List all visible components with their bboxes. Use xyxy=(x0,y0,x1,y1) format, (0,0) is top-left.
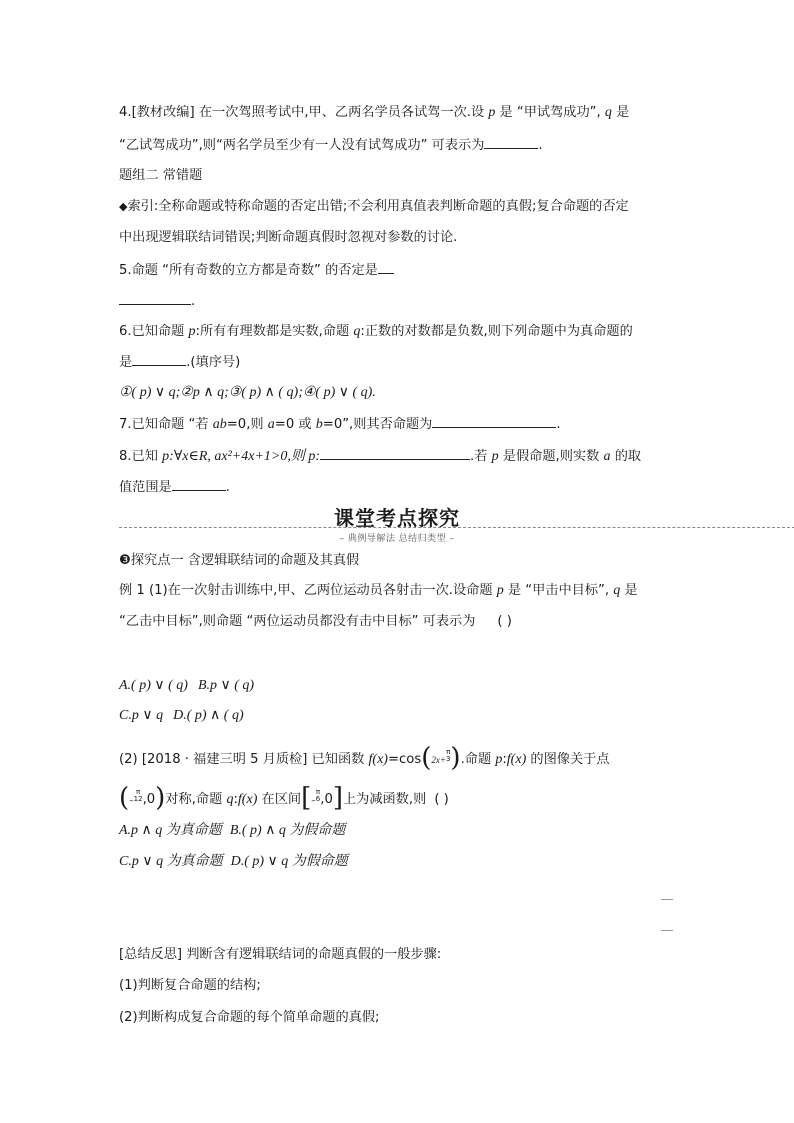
q5-line2 xyxy=(119,292,195,311)
ex1-2-option-d[interactable]: D.( p) ∨ q 为假命题 xyxy=(230,854,348,869)
index-text-1: 索引:全称命题或特称命题的否定出错;不会利用真值表判断命题的真假;复合命题的否定 xyxy=(127,199,629,214)
func-fx: f(x) xyxy=(237,792,258,807)
q8-condition: p:∀x∈R, ax²+4x+1>0,则 p: xyxy=(162,449,321,464)
probe-marker-icon: ❸ xyxy=(119,553,131,568)
ex1-1-option-c[interactable]: C.p ∨ q xyxy=(119,708,164,723)
var-p: p xyxy=(488,105,496,120)
ex1-1-options-ab xyxy=(119,677,254,695)
q4-end: . xyxy=(538,138,543,153)
ex1-2-colon: : xyxy=(233,792,238,807)
var-a: a xyxy=(603,449,611,464)
q6-line1 xyxy=(119,323,633,341)
ex1-1-option-a[interactable]: A.( p) ∨ ( q) xyxy=(119,678,188,693)
ex1-2-colon: : xyxy=(502,752,507,767)
minus-sign: – xyxy=(311,796,316,806)
frac-num: π xyxy=(315,788,321,796)
point-rest: ,0 xyxy=(142,792,156,807)
summary-step-2: (2)判断构成复合命题的每个简单命题的真假; xyxy=(119,1010,380,1025)
index-line1 xyxy=(119,198,629,216)
q7-line xyxy=(119,415,561,434)
interval-rest: ,0 xyxy=(320,792,333,807)
section-divider xyxy=(119,527,794,528)
frac-den: 6 xyxy=(315,795,321,803)
answer-blank[interactable] xyxy=(320,447,470,460)
q5-line1 xyxy=(119,261,394,280)
margin-dash xyxy=(661,930,673,931)
ex1-2-line2 xyxy=(119,783,449,813)
var-p: p xyxy=(491,449,499,464)
ex1-1-option-b[interactable]: B.p ∨ ( q) xyxy=(197,678,255,693)
diamond-icon: ◆ xyxy=(119,200,128,213)
section-title: 课堂考点探究 xyxy=(334,506,460,530)
var-b: b xyxy=(315,417,323,432)
ex1-1-text-c: 是 xyxy=(620,583,638,598)
var-q: q xyxy=(226,792,234,807)
frac-den: 3 xyxy=(445,755,451,763)
q7-text-b: =0,则 xyxy=(226,417,268,432)
probe-heading xyxy=(119,552,359,570)
answer-blank[interactable] xyxy=(132,353,186,366)
answer-blank[interactable] xyxy=(172,478,226,491)
var-a: a xyxy=(267,417,275,432)
left-paren: ( xyxy=(421,743,432,773)
answer-paren[interactable]: ( ) xyxy=(497,614,512,629)
q6-option-4: ④( p) ∨ ( q). xyxy=(302,385,376,400)
q7-text-c: =0 或 xyxy=(274,417,316,432)
fraction-pi-12 xyxy=(134,789,143,803)
ex1-2-options-cd xyxy=(119,853,348,871)
q4-text-d: “乙试驾成功”,则“两名学员至少有一人没有试驾成功” 可表示为 xyxy=(119,138,485,153)
ex1-2-options-ab xyxy=(119,822,345,840)
summary-heading: [总结反思] 判断含有逻辑联结词的命题真假的一般步骤: xyxy=(119,947,442,962)
ex1-1-text-d: “乙击中目标”,则命题 “两位运动员都没有击中目标” 可表示为 xyxy=(119,614,476,629)
ex1-2-text-e: 在区间 xyxy=(257,792,302,807)
q6-text-b: :所有有理数都是实数,命题 xyxy=(195,324,354,339)
answer-blank[interactable] xyxy=(432,415,556,428)
frac-den: 12 xyxy=(133,795,143,803)
q7-text-a: 7.已知命题 “若 xyxy=(119,417,213,432)
q8-line2 xyxy=(119,478,230,497)
q6-option-2: ②p ∧ q; xyxy=(180,385,229,400)
q6-options xyxy=(119,384,376,402)
section-subtitle: – 典例导解法 总结归类型 – xyxy=(339,534,455,544)
func-fx: f(x) xyxy=(506,752,527,767)
q8-text-d: 的取 xyxy=(610,449,642,464)
q8-text-c: 是假命题,则实数 xyxy=(498,449,604,464)
var-p: p xyxy=(495,752,503,767)
q6-option-3: ③( p) ∧ ( q); xyxy=(228,385,303,400)
answer-blank[interactable] xyxy=(484,136,538,149)
ex1-1-line2 xyxy=(119,613,512,631)
q8-end: . xyxy=(225,480,230,495)
ex1-1-line1 xyxy=(119,582,638,600)
left-paren: ( xyxy=(119,783,130,813)
q6-text-e: .(填序号) xyxy=(186,355,241,370)
group-heading: 题组二 常错题 xyxy=(119,168,203,183)
q8-text-a: 8.已知 xyxy=(119,449,163,464)
ex1-2-option-b[interactable]: B.( p) ∧ q 为假命题 xyxy=(229,823,346,838)
right-paren: ) xyxy=(450,743,461,773)
ex1-2-text-b: .命题 xyxy=(460,752,496,767)
q8-text-b: .若 xyxy=(470,449,492,464)
var-q: q xyxy=(353,324,361,339)
ex1-2-text-d: 对称,命题 xyxy=(165,792,227,807)
q4-text-b: 是 “甲试驾成功”, xyxy=(495,105,605,120)
ex1-1-options-cd xyxy=(119,707,244,725)
ex1-2-text-c: 的图像关于点 xyxy=(526,752,610,767)
q7-end: . xyxy=(556,417,561,432)
q4-text-a: 4.[教材改编] 在一次驾照考试中,甲、乙两名学员各试驾一次.设 xyxy=(119,105,489,120)
var-p: p xyxy=(188,324,196,339)
ex1-1-text-a: 例 1 (1)在一次射击训练中,甲、乙两位运动员各射击一次.设命题 xyxy=(119,583,497,598)
ex1-2-line1 xyxy=(119,743,610,773)
margin-dash xyxy=(661,899,673,900)
q4-line2 xyxy=(119,136,543,155)
left-bracket: [ xyxy=(301,783,312,813)
q6-text-d: 是 xyxy=(119,355,133,370)
q5-text: 5.命题 “所有奇数的立方都是奇数” 的否定是 xyxy=(119,263,378,278)
ex1-2-option-c[interactable]: C.p ∨ q 为真命题 xyxy=(119,854,223,869)
q6-line2 xyxy=(119,353,240,372)
right-bracket: ] xyxy=(332,783,343,813)
ex1-1-option-d[interactable]: D.( p) ∧ ( q) xyxy=(173,708,244,723)
var-p: p xyxy=(496,583,504,598)
ex1-2-text-a: (2) [2018 · 福建三明 5 月质检] 已知函数 xyxy=(119,752,369,767)
var-q: q xyxy=(613,583,621,598)
right-paren: ) xyxy=(155,783,166,813)
frac-num: π xyxy=(446,748,451,756)
q5-end: . xyxy=(191,294,196,309)
q8-text-e: 值范围是 xyxy=(119,480,172,495)
func-fx: f(x) xyxy=(368,752,388,767)
q6-option-1: ①( p) ∨ q; xyxy=(119,385,181,400)
ex1-2-option-a[interactable]: A.p ∧ q 为真命题 xyxy=(119,823,222,838)
q4-line1 xyxy=(119,104,629,122)
q8-line1 xyxy=(119,447,641,466)
q4-text-c: 是 xyxy=(611,105,630,120)
answer-blank[interactable] xyxy=(378,261,394,274)
answer-blank[interactable] xyxy=(119,292,191,305)
q6-text-a: 6.已知命题 xyxy=(119,324,189,339)
answer-paren[interactable]: ( ) xyxy=(434,792,449,807)
var-ab: ab xyxy=(212,417,227,432)
ex1-1-text-b: 是 “甲击中目标”, xyxy=(503,583,614,598)
frac-num: π xyxy=(136,788,141,796)
q7-text-d: =0”,则其否命题为 xyxy=(322,417,433,432)
var-q: q xyxy=(604,105,612,120)
minus-sign: – xyxy=(129,796,134,806)
probe-text: 探究点一 含逻辑联结词的命题及其真假 xyxy=(130,553,360,568)
summary-step-1: (1)判断复合命题的结构; xyxy=(119,978,261,993)
ex1-2-text-f: 上为减函数,则 xyxy=(343,792,427,807)
index-line2: 中出现逻辑联结词错误;判断命题真假时忽视对参数的讨论. xyxy=(119,230,458,245)
q6-text-c: :正数的对数都是负数,则下列命题中为真命题的 xyxy=(360,324,633,339)
ex1-2-arg: 2x+ xyxy=(431,755,446,765)
ex1-2-cos: =cos xyxy=(387,752,422,767)
